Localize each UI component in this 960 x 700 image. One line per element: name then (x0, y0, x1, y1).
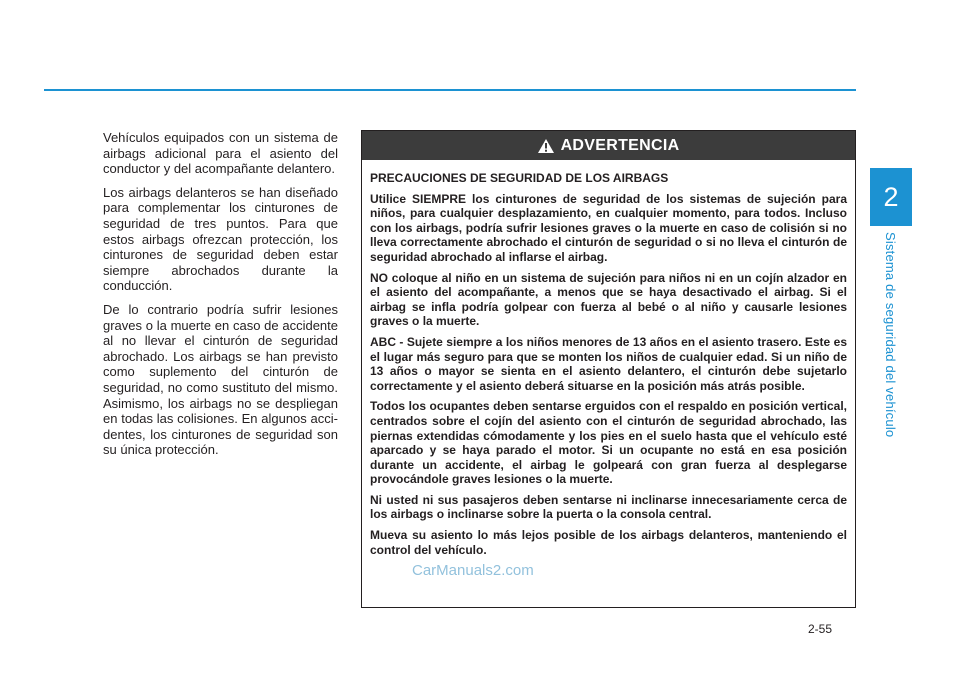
body-paragraph: Vehículos equipados con un sistema de airbags adicional para el asiento del conductor y del acompañante delantero. (103, 130, 338, 177)
warning-triangle-icon (538, 139, 554, 153)
warning-body (362, 160, 855, 557)
warning-header (362, 131, 855, 160)
warning-paragraph: Mueva su asiento lo más lejos posible de los airbags delanteros, manteniendo el control del vehículo. (370, 528, 847, 557)
header-rule (44, 89, 856, 91)
warning-paragraph: Utilice SIEMPRE los cinturones de seguridad de los sistemas de sujeción para niños, para cualquier desplazamiento, en cualquier momento, para todos. Incluso con los airbags, podría sufrir lesiones graves o la muerte en caso de colisión si no lleva correctamente abrochado el cinturón de seguridad o si no lleva el cinturón de seguridad abrochado al inflarse el airbag. (370, 191, 847, 264)
body-text-column (103, 130, 338, 466)
warning-title: PRECAUCIONES DE SEGURIDAD DE LOS AIRBAGS (370, 171, 669, 185)
chapter-number: 2 (883, 181, 899, 212)
warning-paragraph: ABC - Sujete siempre a los niños menores de 13 años en el asiento trasero. Este es el lugar más seguro para que se monten los niños de cualquier edad. Si un niño de 13 años o mayor se sienta en el asiento delantero, el cinturón debe sujetarlo correctamente y el asiento deberá situarse en la posición más atrás posible. (370, 334, 847, 393)
body-paragraph: De lo contrario podría sufrir lesiones graves o la muerte en caso de accidente al no llevar el cinturón de seguridad abrochado. Los airbags se han previsto como suplemento del cinturón de seguridad, no como sustituto del mismo. Asimismo, los airbags no se despliegan en todas las colisiones. En algunos acci-dentes, los cinturones de seguridad son su única protección. (103, 301, 338, 458)
watermark-logo: CarManuals2.com (412, 562, 534, 579)
warning-header-label: ADVERTENCIA (560, 136, 680, 154)
chapter-title: Sistema de seguridad del vehículo (883, 232, 898, 438)
warning-box (361, 130, 856, 608)
body-paragraph: Los airbags delanteros se han diseñado para complementar los cinturones de seguridad de tres puntos. Para que estos airbags ofrezcan protección, los cinturones de seguridad deben estar siempre abrochados durante la conducción. (103, 184, 338, 294)
chapter-title-vertical (870, 232, 912, 438)
warning-paragraph: NO coloque al niño en un sistema de sujeción para niños ni en un cojín alzador en el asiento del acompañante, a menos que se haya desactivado el airbag. Si el airbag se infla podría golpear con fuerza al bebé o al niño y causarle lesiones graves o la muerte. (370, 270, 847, 329)
chapter-tab (870, 168, 912, 226)
page-number: 2-55 (808, 622, 833, 636)
warning-paragraph: Todos los ocupantes deben sentarse erguidos con el respaldo en posición vertical, centrados sobre el cojín del asiento con el cinturón de seguridad abrochado, las piernas extendidas cómodamente y los pies en el suelo hasta que el vehículo esté aparcado y se haya parado el motor. Si un ocupante no está en esa posición durante un accidente, el airbag le golpeará con gran fuerza al desplegarse provocándole graves lesiones o la muerte. (370, 399, 847, 487)
warning-paragraph: Ni usted ni sus pasajeros deben sentarse ni inclinarse innecesariamente cerca de los airbags o inclinarse sobre la puerta o la consola central. (370, 492, 847, 522)
